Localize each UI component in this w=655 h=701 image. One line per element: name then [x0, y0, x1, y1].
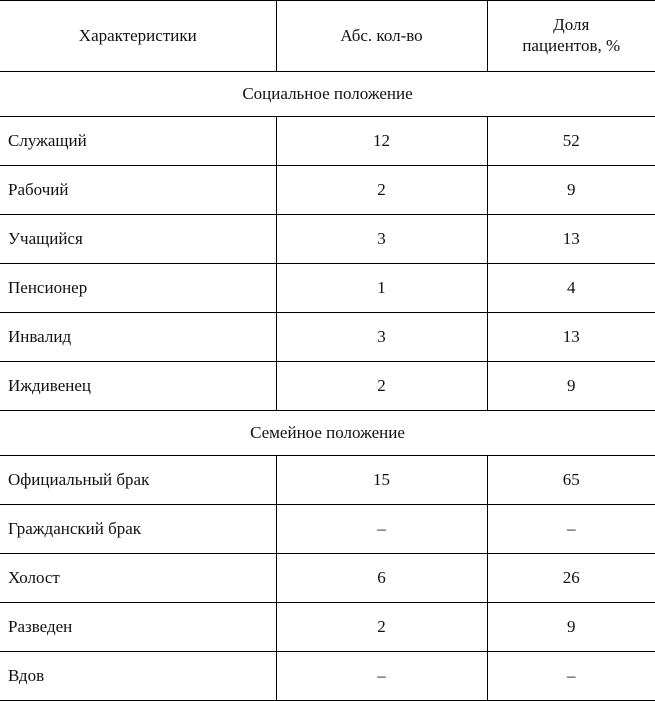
row-absolute-value: 2	[276, 362, 487, 411]
row-percent-value: 65	[487, 456, 655, 505]
section-header-row	[0, 411, 655, 456]
row-absolute-value: 3	[276, 215, 487, 264]
column-header-share-line1: Доля	[553, 15, 590, 35]
table-row	[0, 313, 655, 362]
row-absolute-value: 2	[276, 603, 487, 652]
row-percent-value: –	[487, 652, 655, 701]
table-row	[0, 505, 655, 554]
table-row	[0, 362, 655, 411]
column-header-characteristics: Характеристики	[0, 1, 276, 72]
row-percent-value: 4	[487, 264, 655, 313]
row-absolute-value: 15	[276, 456, 487, 505]
header-row	[0, 1, 655, 72]
table-row	[0, 652, 655, 701]
row-absolute-value: 12	[276, 117, 487, 166]
row-percent-value: –	[487, 505, 655, 554]
row-absolute-value: 1	[276, 264, 487, 313]
table-row	[0, 117, 655, 166]
row-percent-value: 13	[487, 215, 655, 264]
section-header-row	[0, 72, 655, 117]
row-label: Гражданский брак	[0, 505, 276, 554]
row-absolute-value: 6	[276, 554, 487, 603]
row-percent-value: 26	[487, 554, 655, 603]
column-header-share	[487, 1, 655, 72]
row-percent-value: 9	[487, 603, 655, 652]
table-row	[0, 456, 655, 505]
table-row	[0, 264, 655, 313]
row-label: Иждивенец	[0, 362, 276, 411]
table-header	[0, 1, 655, 72]
row-label: Служащий	[0, 117, 276, 166]
row-label: Учащийся	[0, 215, 276, 264]
column-header-share-line2: пациентов, %	[522, 36, 621, 55]
section-title-social: Социальное положение	[0, 72, 655, 117]
row-label: Пенсионер	[0, 264, 276, 313]
row-absolute-value: –	[276, 505, 487, 554]
column-header-absolute: Абс. кол-во	[276, 1, 487, 72]
row-absolute-value: 2	[276, 166, 487, 215]
row-label: Разведен	[0, 603, 276, 652]
row-absolute-value: –	[276, 652, 487, 701]
table-body	[0, 72, 655, 701]
row-percent-value: 13	[487, 313, 655, 362]
row-percent-value: 9	[487, 166, 655, 215]
table-row	[0, 603, 655, 652]
row-percent-value: 9	[487, 362, 655, 411]
table-row	[0, 215, 655, 264]
row-label: Инвалид	[0, 313, 276, 362]
row-absolute-value: 3	[276, 313, 487, 362]
row-label: Вдов	[0, 652, 276, 701]
row-label: Официальный брак	[0, 456, 276, 505]
row-label: Холост	[0, 554, 276, 603]
row-label: Рабочий	[0, 166, 276, 215]
table-row	[0, 554, 655, 603]
table-row	[0, 166, 655, 215]
section-title-marital: Семейное положение	[0, 411, 655, 456]
row-percent-value: 52	[487, 117, 655, 166]
